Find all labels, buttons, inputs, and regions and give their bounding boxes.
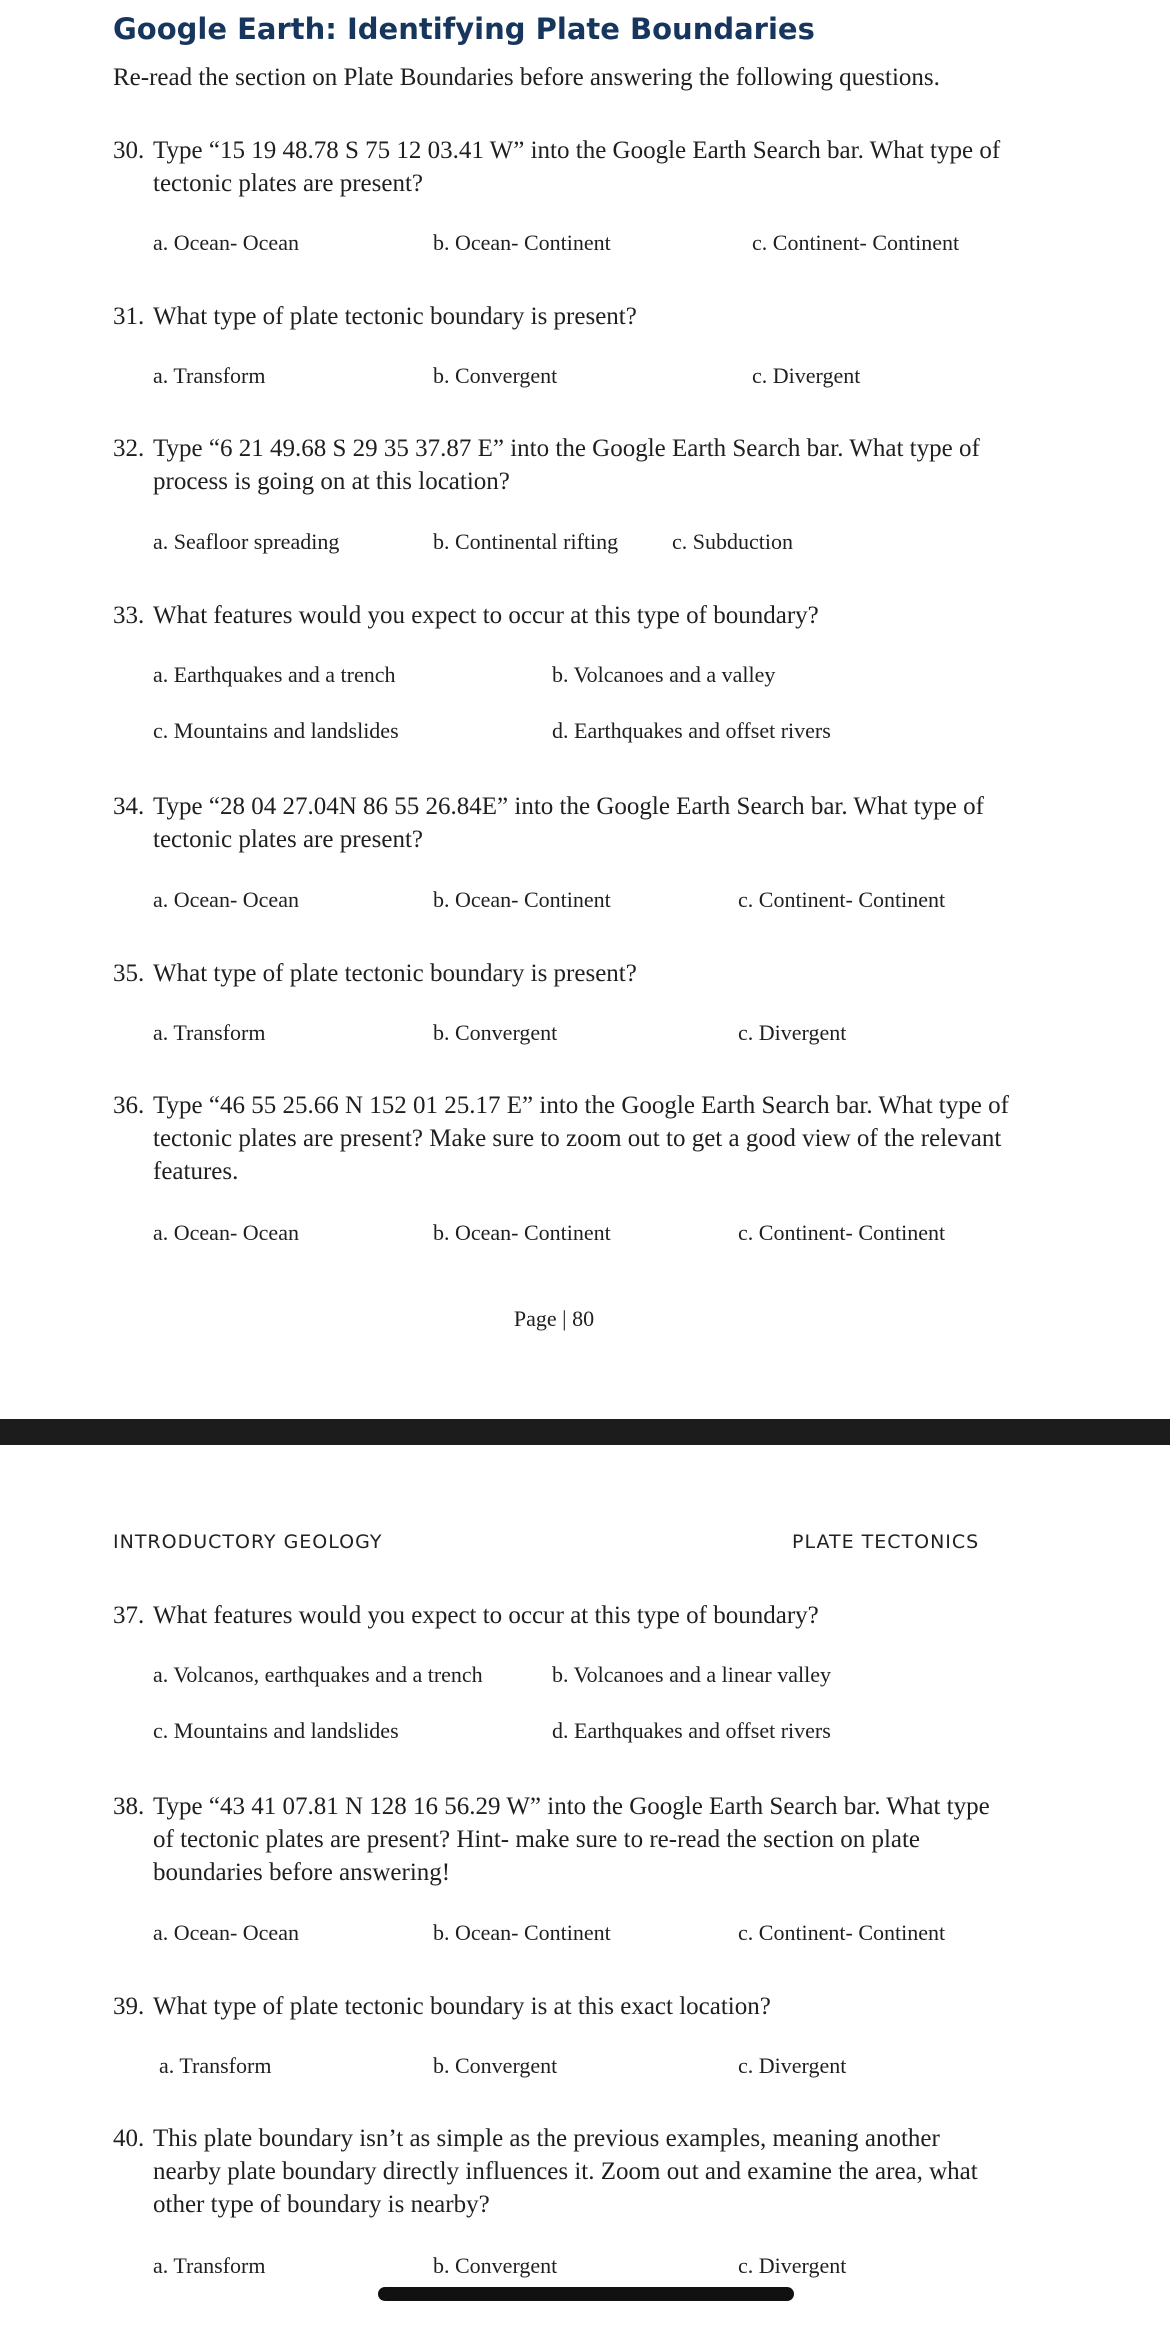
page-number: Page | 80: [513, 1306, 595, 1331]
question-text: This plate boundary isn’t as simple as the previous examples, meaning another nearby plate boundary directly influences it. Zoom out and examine the area, what other type of boundary is nearby?: [153, 2125, 978, 2218]
option-32-b: b. Continental rifting: [433, 529, 619, 554]
question-33: [113, 599, 1013, 632]
option-37-d: d. Earthquakes and offset rivers: [552, 1718, 831, 1743]
question-text: Type “15 19 48.78 S 75 12 03.41 W” into the Google Earth Search bar. What type of tectonic plates are present?: [153, 137, 1001, 197]
question-31: [113, 300, 1013, 333]
question-number: 36.: [113, 1092, 145, 1119]
option-39-a: a. Transform: [159, 2053, 272, 2078]
question-37: [113, 1599, 1013, 1632]
option-30-b: b. Ocean- Continent: [433, 230, 611, 255]
option-38-b: b. Ocean- Continent: [433, 1920, 611, 1945]
option-33-b: b. Volcanoes and a valley: [552, 662, 776, 687]
option-34-a: a. Ocean- Ocean: [153, 887, 299, 912]
option-31-c: c. Divergent: [752, 363, 861, 388]
question-number: 32.: [113, 435, 145, 462]
question-text: What features would you expect to occur at this type of boundary?: [153, 1602, 819, 1629]
option-40-b: b. Convergent: [433, 2253, 558, 2278]
home-indicator[interactable]: [378, 2287, 794, 2301]
question-text: Type “6 21 49.68 S 29 35 37.87 E” into the Google Earth Search bar. What type of process is going on at this location?: [153, 435, 980, 495]
question-number: 35.: [113, 960, 145, 987]
question-text: What type of plate tectonic boundary is present?: [153, 303, 637, 330]
option-34-b: b. Ocean- Continent: [433, 887, 611, 912]
option-37-c: c. Mountains and landslides: [153, 1718, 399, 1743]
question-text: Type “46 55 25.66 N 152 01 25.17 E” into the Google Earth Search bar. What type of tectonic plates are present? Make sure to zoom out to get a good view of the relevant features.: [153, 1092, 1009, 1185]
question-40: [113, 2122, 1013, 2221]
question-number: 37.: [113, 1602, 145, 1629]
option-36-c: c. Continent- Continent: [738, 1220, 946, 1245]
question-32: [113, 432, 1013, 498]
running-header-left: INTRODUCTORY GEOLOGY: [113, 1531, 383, 1553]
option-39-c: c. Divergent: [738, 2053, 847, 2078]
option-39-b: b. Convergent: [433, 2053, 558, 2078]
question-38: [113, 1790, 1013, 1889]
option-35-b: b. Convergent: [433, 1020, 558, 1045]
option-40-a: a. Transform: [153, 2253, 266, 2278]
option-35-c: c. Divergent: [738, 1020, 847, 1045]
running-header-right: PLATE TECTONICS: [792, 1531, 980, 1553]
question-number: 33.: [113, 602, 145, 629]
option-36-b: b. Ocean- Continent: [433, 1220, 611, 1245]
question-35: [113, 957, 1013, 990]
question-text: What features would you expect to occur at this type of boundary?: [153, 602, 819, 629]
option-40-c: c. Divergent: [738, 2253, 847, 2278]
question-number: 38.: [113, 1793, 145, 1820]
question-text: What type of plate tectonic boundary is at this exact location?: [153, 1993, 771, 2020]
question-number: 30.: [113, 137, 145, 164]
question-number: 40.: [113, 2125, 145, 2152]
question-text: Type “28 04 27.04N 86 55 26.84E” into the Google Earth Search bar. What type of tectonic plates are present?: [153, 793, 984, 853]
question-text: What type of plate tectonic boundary is present?: [153, 960, 637, 987]
question-number: 31.: [113, 303, 145, 330]
option-36-a: a. Ocean- Ocean: [153, 1220, 299, 1245]
option-30-c: c. Continent- Continent: [752, 230, 960, 255]
question-30: [113, 134, 1013, 200]
option-33-c: c. Mountains and landslides: [153, 718, 399, 743]
question-39: [113, 1990, 1013, 2023]
page-divider: [0, 1419, 1170, 1445]
option-34-c: c. Continent- Continent: [738, 887, 946, 912]
intro-text: Re-read the section on Plate Boundaries before answering the following questions.: [113, 64, 940, 91]
question-number: 39.: [113, 1993, 145, 2020]
option-33-a: a. Earthquakes and a trench: [153, 662, 396, 687]
question-34: [113, 790, 1013, 856]
option-31-b: b. Convergent: [433, 363, 558, 388]
option-38-c: c. Continent- Continent: [738, 1920, 946, 1945]
option-38-a: a. Ocean- Ocean: [153, 1920, 299, 1945]
option-37-a: a. Volcanos, earthquakes and a trench: [153, 1662, 483, 1687]
option-32-c: c. Subduction: [672, 529, 793, 554]
option-31-a: a. Transform: [153, 363, 266, 388]
option-30-a: a. Ocean- Ocean: [153, 230, 299, 255]
question-number: 34.: [113, 793, 145, 820]
option-33-d: d. Earthquakes and offset rivers: [552, 718, 831, 743]
question-36: [113, 1089, 1013, 1188]
question-text: Type “43 41 07.81 N 128 16 56.29 W” into the Google Earth Search bar. What type of tectonic plates are present? Hint- make sure to re-read the section on plate boundaries before answering!: [153, 1793, 990, 1886]
option-35-a: a. Transform: [153, 1020, 266, 1045]
option-37-b: b. Volcanoes and a linear valley: [552, 1662, 831, 1687]
page-title: Google Earth: Identifying Plate Boundaries: [113, 12, 815, 46]
option-32-a: a. Seafloor spreading: [153, 529, 340, 554]
